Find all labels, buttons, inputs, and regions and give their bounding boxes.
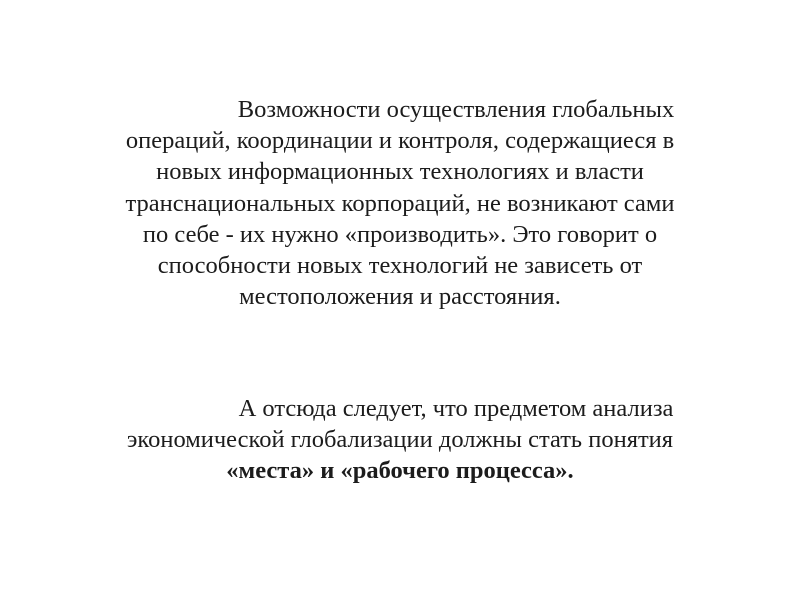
paragraph-1	[30, 94, 770, 312]
paragraph-1-line: по себе - их нужно «производить». Это говорит о	[142, 220, 658, 248]
paragraph-1-line: Возможности осуществления глобальных	[237, 96, 675, 123]
paragraph-1-line: местоположения и расстояния.	[239, 283, 561, 311]
paragraph-2-line: экономической глобализации должны стать понятия	[126, 426, 674, 454]
paragraph-2	[30, 393, 770, 487]
paragraph-1-line: транснациональных корпораций, не возникают сами	[125, 189, 675, 217]
paragraph-1-line: новых информационных технологиях и власти	[156, 158, 644, 186]
paragraph-2-bold-line: «места» и «рабочего процесса».	[226, 457, 574, 485]
paragraph-2-line: А отсюда следует, что предметом анализа	[238, 395, 674, 422]
paragraph-1-line: операций, координации и контроля, содержащиеся в	[125, 127, 675, 155]
paragraph-1-line: способности новых технологий не зависеть от	[157, 252, 643, 280]
